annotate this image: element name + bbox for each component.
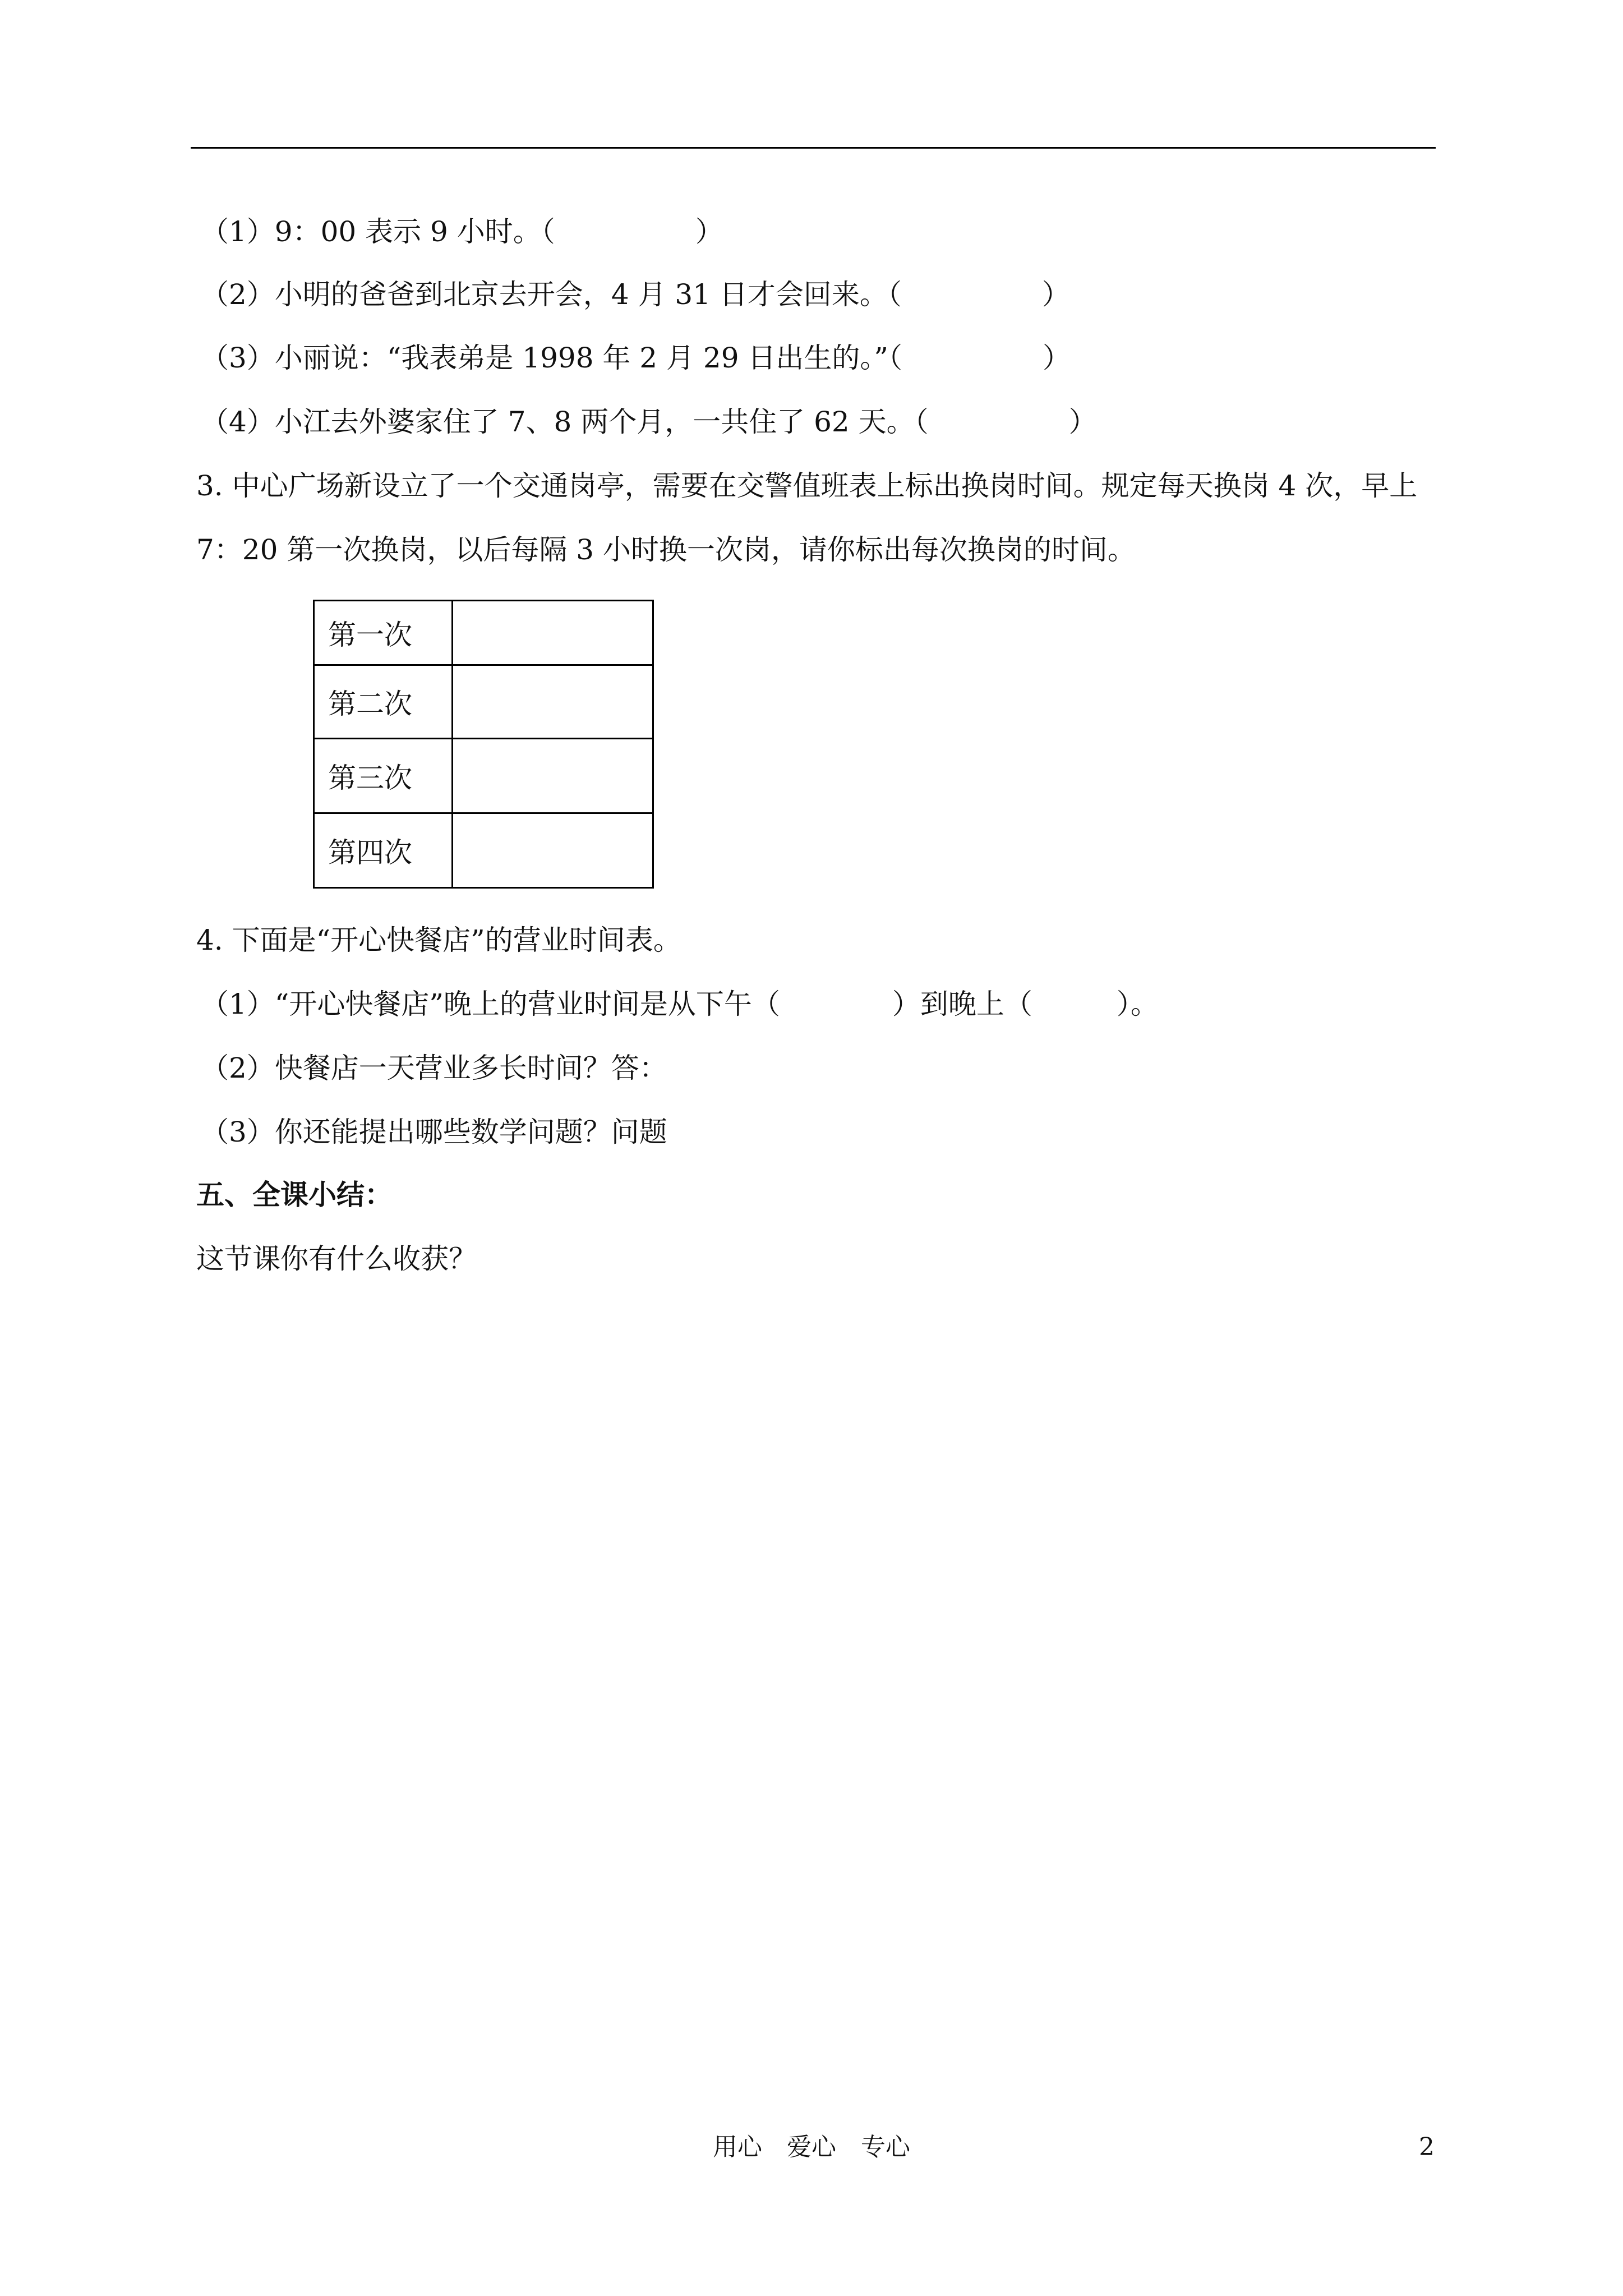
- footer-motto: 用心 爱心 专心: [713, 2133, 910, 2161]
- page-number: 2: [1419, 2133, 1435, 2161]
- question-2-item-2: （2）小明的爸爸到北京去开会，4 月 31 日才会回来。（ ）: [201, 278, 1070, 311]
- question-2-item-1: （1）9：00 表示 9 小时。（ ）: [201, 215, 723, 248]
- question-4-item-3: （3）你还能提出哪些数学问题？问题: [201, 1116, 667, 1148]
- shift-label: 第二次: [314, 665, 453, 739]
- section-5-heading: 五、全课小结：: [196, 1178, 393, 1211]
- table-row: [314, 665, 653, 739]
- shift-time-cell[interactable]: [453, 665, 653, 739]
- shift-label: 第三次: [314, 739, 453, 813]
- question-4-item-1: （1）“开心快餐店”晚上的营业时间是从下午（ ）到晚上（ ）。: [201, 988, 1159, 1020]
- question-4-text: 4. 下面是“开心快餐店”的营业时间表。: [196, 924, 681, 956]
- shift-label: 第一次: [314, 601, 453, 665]
- question-2-item-4: （4）小江去外婆家住了 7、8 两个月，一共住了 62 天。（ ）: [201, 406, 1097, 438]
- question-3-text-line-2: 7：20 第一次换岗，以后每隔 3 小时换一次岗，请你标出每次换岗的时间。: [196, 533, 1136, 566]
- shift-time-cell[interactable]: [453, 601, 653, 665]
- shift-time-cell[interactable]: [453, 739, 653, 813]
- shift-time-cell[interactable]: [453, 813, 653, 888]
- table-row: [314, 739, 653, 813]
- question-3-text-line-1: 3. 中心广场新设立了一个交通岗亭，需要在交警值班表上标出换岗时间。规定每天换岗 4 次，早上: [196, 470, 1418, 502]
- table-row: [314, 601, 653, 665]
- shift-label: 第四次: [314, 813, 453, 888]
- header-rule: [191, 147, 1436, 149]
- question-4-item-2: （2）快餐店一天营业多长时间？答：: [201, 1052, 667, 1084]
- summary-question: 这节课你有什么收获？: [196, 1243, 477, 1275]
- shift-schedule-table: [313, 600, 654, 889]
- question-2-item-3: （3）小丽说：“我表弟是 1998 年 2 月 29 日出生的。”（ ）: [201, 342, 1071, 374]
- table-row: [314, 813, 653, 888]
